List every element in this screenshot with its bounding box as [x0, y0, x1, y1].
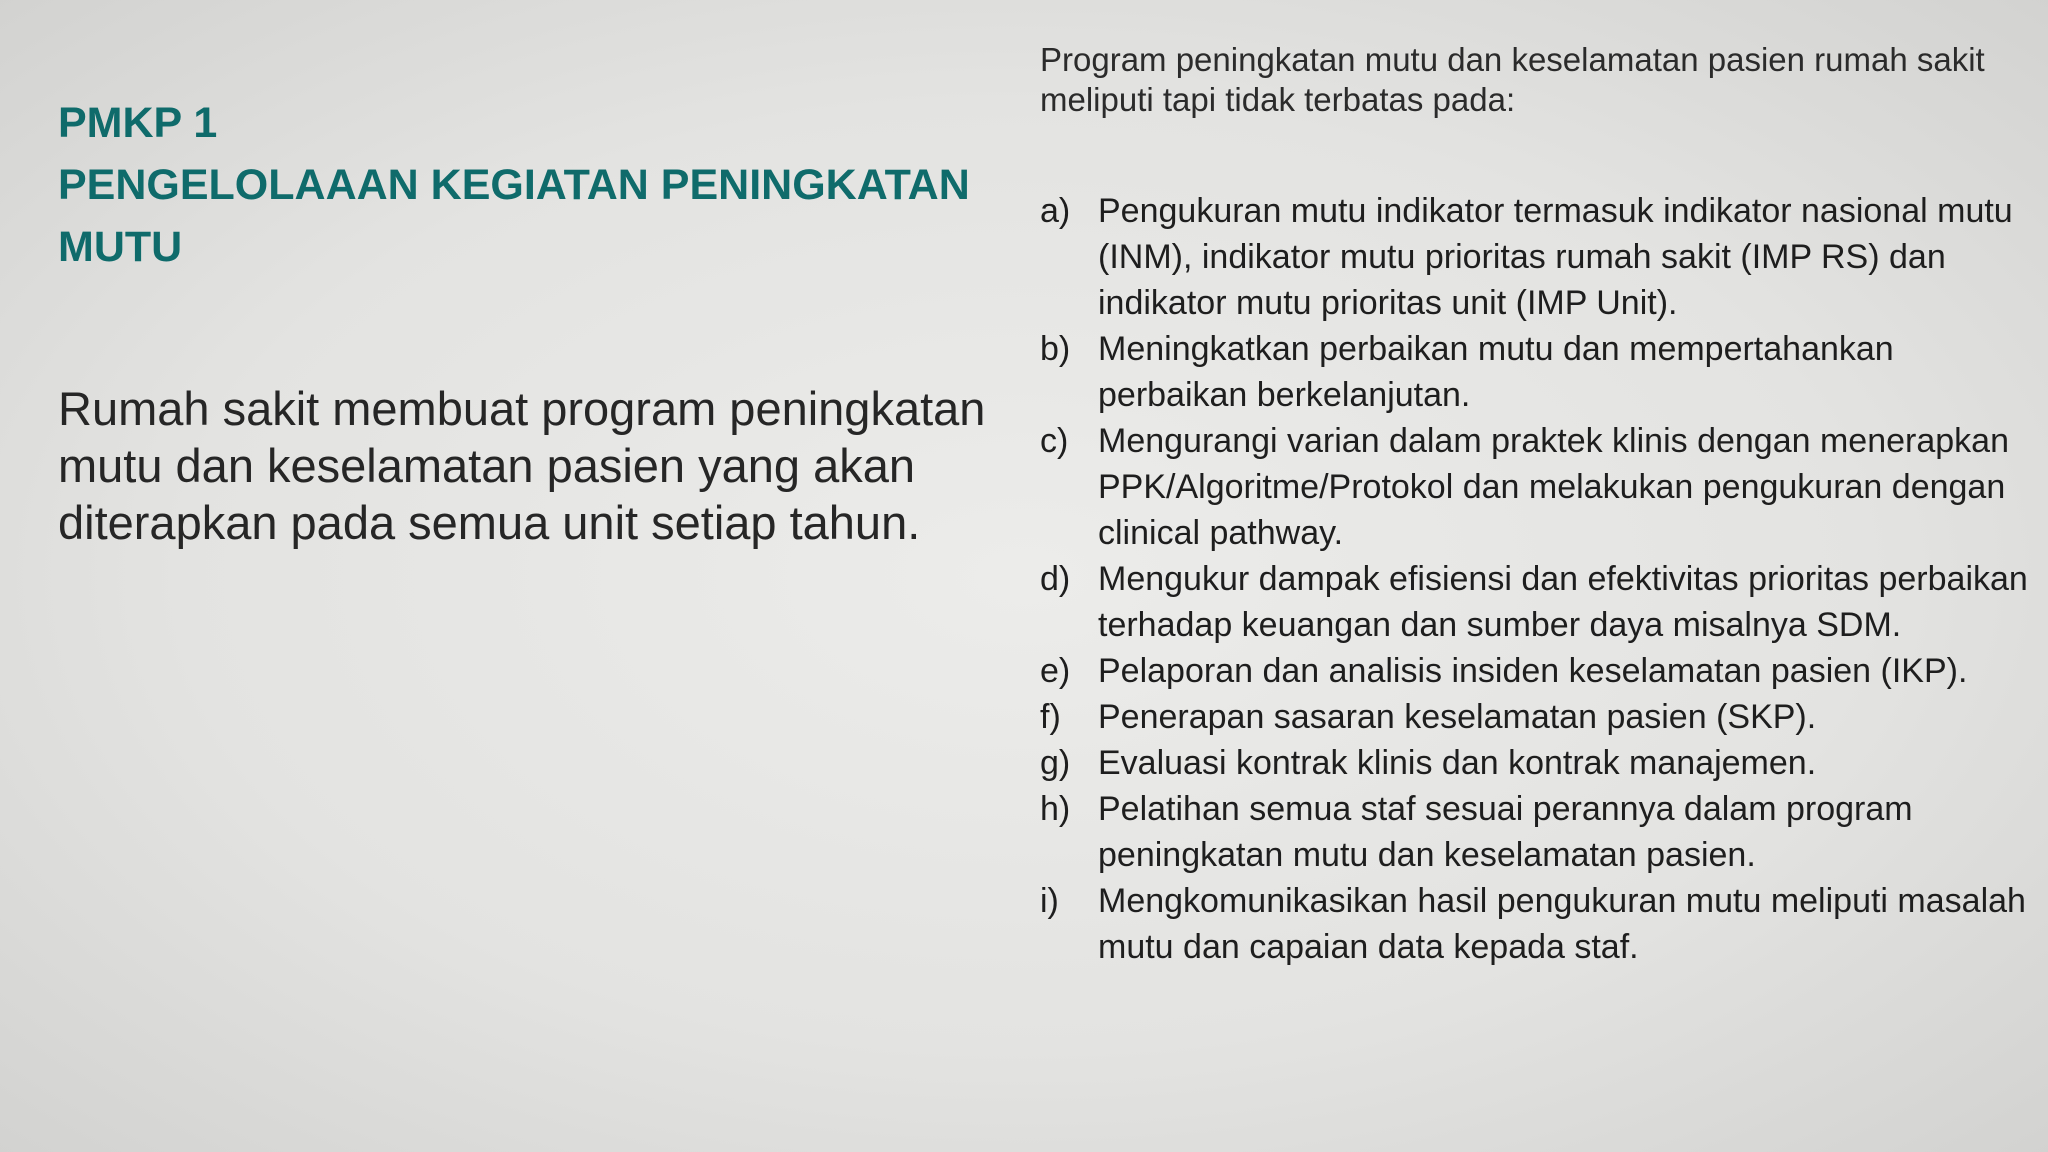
list-item-marker: g)	[1040, 744, 1071, 782]
list-item	[1040, 188, 2030, 326]
list-item-marker: i)	[1040, 882, 1059, 920]
list-item-marker: h)	[1040, 790, 1071, 828]
list-item-text: Pelaporan dan analisis insiden keselamatan pasien (IKP).	[1098, 652, 1968, 690]
list-item-text: Pengukuran mutu indikator termasuk indikator nasional mutu (INM), indikator mutu prioritas rumah sakit (IMP RS) dan indikator mutu prioritas unit (IMP Unit).	[1098, 192, 2013, 322]
list-item-text: Mengurangi varian dalam praktek klinis dengan menerapkan PPK/Algoritme/Protokol dan melakukan pengukuran dengan clinical pathway.	[1098, 422, 2009, 552]
list-item	[1040, 878, 2030, 970]
list-item	[1040, 786, 2030, 878]
slide-title-line: PENGELOLAAAN KEGIATAN PENINGKATAN	[58, 161, 970, 209]
list-item-text: Mengukur dampak efisiensi dan efektivitas prioritas perbaikan terhadap keuangan dan sumber daya misalnya SDM.	[1098, 560, 2028, 644]
list-item-marker: e)	[1040, 652, 1071, 690]
list-item	[1040, 326, 2030, 418]
list-item-marker: f)	[1040, 698, 1061, 736]
list-item-text: Mengkomunikasikan hasil pengukuran mutu meliputi masalah mutu dan capaian data kepada staf.	[1098, 882, 2026, 966]
program-item-list	[1040, 188, 2030, 970]
list-item-marker: a)	[1040, 192, 1071, 230]
list-item	[1040, 648, 2030, 694]
list-item	[1040, 418, 2030, 556]
list-item-marker: c)	[1040, 422, 1069, 460]
list-item	[1040, 740, 2030, 786]
list-item-text: Penerapan sasaran keselamatan pasien (SKP).	[1098, 698, 1817, 736]
list-intro: Program peningkatan mutu dan keselamatan pasien rumah sakit meliputi tapi tidak terbatas pada:	[1040, 41, 1985, 118]
slide-title-line: PMKP 1	[58, 99, 218, 147]
list-item	[1040, 694, 2030, 740]
list-item-text: Evaluasi kontrak klinis dan kontrak manajemen.	[1098, 744, 1817, 782]
slide-body-text: Rumah sakit membuat program peningkatan mutu dan keselamatan pasien yang akan diterapkan pada semua unit setiap tahun.	[58, 382, 986, 549]
list-item	[1040, 556, 2030, 648]
slide-title-line: MUTU	[58, 223, 183, 271]
slide-title	[58, 92, 998, 278]
list-item-text: Meningkatkan perbaikan mutu dan mempertahankan perbaikan berkelanjutan.	[1098, 330, 1894, 414]
list-item-marker: d)	[1040, 560, 1071, 598]
list-item-text: Pelatihan semua staf sesuai perannya dalam program peningkatan mutu dan keselamatan pasien.	[1098, 790, 1913, 874]
list-item-marker: b)	[1040, 330, 1071, 368]
